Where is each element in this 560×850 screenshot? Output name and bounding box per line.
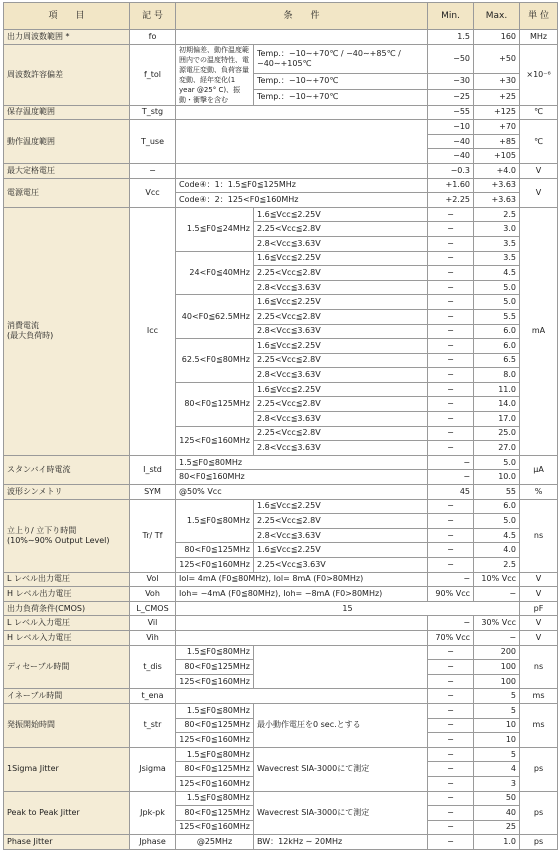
- min-value: −: [428, 339, 474, 354]
- min-value: −: [428, 397, 474, 412]
- unit: V: [520, 616, 558, 631]
- condition: Code④：2：125<F0≦160MHz: [176, 193, 428, 208]
- max-value: 4.0: [474, 543, 520, 558]
- spec-table-wrapper: [3, 2, 557, 850]
- symbol: I_std: [130, 455, 176, 484]
- r_istd-row: [4, 455, 558, 470]
- max-value: 25.0: [474, 426, 520, 441]
- r_j1-row: [4, 747, 558, 762]
- symbol: Jsigma: [130, 747, 176, 791]
- min-value: −: [428, 776, 474, 791]
- r_jph-row: [4, 835, 558, 850]
- min-value: −: [428, 470, 474, 485]
- header-symbol: 記 号: [130, 3, 176, 30]
- max-value: 5.5: [474, 309, 520, 324]
- voltage-range: 1.6≦Vcc≦2.25V: [254, 339, 428, 354]
- max-value: 4.5: [474, 528, 520, 543]
- max-value: 10: [474, 733, 520, 748]
- condition-note: 最小動作電圧を0 sec.とする: [254, 703, 428, 747]
- min-value: −: [428, 266, 474, 281]
- unit: ps: [520, 835, 558, 850]
- condition: Ioh= −4mA (F0≦80MHz), Ioh= −8mA (F0>80MHz): [176, 587, 428, 602]
- voltage-range: 2.25<Vcc≦2.8V: [254, 397, 428, 412]
- min-value: −: [428, 733, 474, 748]
- min-value: −30: [428, 73, 474, 89]
- voltage-range: 2.25<Vcc≦2.8V: [254, 426, 428, 441]
- max-value: 17.0: [474, 412, 520, 427]
- unit: ℃: [520, 105, 558, 120]
- max-value: 27.0: [474, 441, 520, 456]
- item-label: 出力負荷条件(CMOS): [4, 601, 130, 616]
- min-value: −: [428, 499, 474, 514]
- unit: V: [520, 572, 558, 587]
- symbol: fo: [130, 30, 176, 45]
- max-value: 2.5: [474, 207, 520, 222]
- min-value: −: [428, 806, 474, 821]
- max-value: 3.5: [474, 236, 520, 251]
- max-value: 4.5: [474, 266, 520, 281]
- r_tena-row: [4, 689, 558, 704]
- symbol: Jpk-pk: [130, 791, 176, 835]
- max-value: 6.5: [474, 353, 520, 368]
- voltage-range: 1.6≦Vcc≦2.25V: [254, 251, 428, 266]
- load-value: 15: [176, 601, 520, 616]
- min-value: −25: [428, 89, 474, 105]
- min-value: −: [428, 324, 474, 339]
- item-label: イネーブル時間: [4, 689, 130, 704]
- voltage-range: 2.8<Vcc≦3.63V: [254, 412, 428, 427]
- r_voh-row: [4, 587, 558, 602]
- min-value: −: [428, 280, 474, 295]
- frequency-range: 80<F0≦125MHz: [176, 806, 254, 821]
- max-value: +30: [474, 73, 520, 89]
- frequency-range: 80<F0≦125MHz: [176, 382, 254, 426]
- max-value: 5.0: [474, 455, 520, 470]
- condition: Code④：1：1.5≦F0≦125MHz: [176, 178, 428, 193]
- max-value: 30% Vcc: [474, 616, 520, 631]
- min-value: −: [428, 382, 474, 397]
- symbol: SYM: [130, 485, 176, 500]
- header-row: [4, 3, 558, 30]
- r_icc-row: [4, 207, 558, 222]
- voltage-range: 2.8<Vcc≦3.63V: [254, 324, 428, 339]
- r_vcc-row: [4, 178, 558, 193]
- min-value: −10: [428, 120, 474, 135]
- unit: ×10⁻⁶: [520, 44, 558, 105]
- min-value: −: [428, 572, 474, 587]
- voltage-range: 2.25<Vcc≦2.8V: [254, 309, 428, 324]
- item-label: 動作温度範囲: [4, 120, 130, 164]
- max-value: +105: [474, 149, 520, 164]
- min-value: −: [428, 747, 474, 762]
- r_trtf-row: [4, 499, 558, 514]
- min-value: −: [428, 222, 474, 237]
- item-label: 発振開始時間: [4, 703, 130, 747]
- max-value: 8.0: [474, 368, 520, 383]
- condition-note: Wavecrest SIA-3000にて測定: [254, 747, 428, 791]
- max-value: 50: [474, 791, 520, 806]
- max-value: 11.0: [474, 382, 520, 397]
- min-value: 45: [428, 485, 474, 500]
- header-item: 項 目: [4, 3, 130, 30]
- item-label: 消費電流 (最大負荷時): [4, 207, 130, 455]
- r_tuse-row: [4, 120, 558, 135]
- max-value: +85: [474, 134, 520, 149]
- r_max-row: [4, 163, 558, 178]
- min-value: −55: [428, 105, 474, 120]
- frequency-range: 80<F0≦125MHz: [176, 762, 254, 777]
- max-value: −: [474, 630, 520, 645]
- min-value: −: [428, 718, 474, 733]
- max-value: 5.0: [474, 295, 520, 310]
- min-value: −: [428, 251, 474, 266]
- item-label: 周波数許容偏差: [4, 44, 130, 105]
- voltage-range: 2.25<Vcc≦2.8V: [254, 353, 428, 368]
- min-value: −: [428, 295, 474, 310]
- min-value: −: [428, 835, 474, 850]
- min-value: −: [428, 820, 474, 835]
- symbol: Vih: [130, 630, 176, 645]
- voltage-range: 2.25<Vcc≦2.8V: [254, 222, 428, 237]
- item-label: 立上り/ 立下り時間 (10%∼90% Output Level): [4, 499, 130, 572]
- max-value: 40: [474, 806, 520, 821]
- max-value: 5: [474, 703, 520, 718]
- min-value: −: [428, 791, 474, 806]
- condition: [176, 163, 428, 178]
- voltage-range: 1.6≦Vcc≦2.25V: [254, 543, 428, 558]
- frequency-range: 62.5<F0≦80MHz: [176, 339, 254, 383]
- symbol: Vcc: [130, 178, 176, 207]
- condition: Temp.：−10∼+70℃: [254, 73, 428, 89]
- max-value: 5.0: [474, 280, 520, 295]
- min-value: +2.25: [428, 193, 474, 208]
- frequency-range: 125<F0≦160MHz: [176, 776, 254, 791]
- r_fo-row: [4, 30, 558, 45]
- min-value: 1.5: [428, 30, 474, 45]
- item-label: H レベル出力電圧: [4, 587, 130, 602]
- item-label: ディセーブル時間: [4, 645, 130, 689]
- frequency-range: 125<F0≦160MHz: [176, 820, 254, 835]
- min-value: −: [428, 689, 474, 704]
- max-value: 4: [474, 762, 520, 777]
- condition: [254, 645, 428, 689]
- header-cond: 条 件: [176, 3, 428, 30]
- frequency-range: 125<F0≦160MHz: [176, 426, 254, 455]
- voltage-range: 2.25<Vcc≦2.8V: [254, 266, 428, 281]
- max-value: 6.0: [474, 499, 520, 514]
- voltage-range: 2.8<Vcc≦3.63V: [254, 441, 428, 456]
- voltage-range: 1.6≦Vcc≦2.25V: [254, 499, 428, 514]
- r_vol-row: [4, 572, 558, 587]
- min-value: −: [428, 412, 474, 427]
- min-value: −: [428, 543, 474, 558]
- condition: 80<F0≦160MHz: [176, 470, 428, 485]
- unit: V: [520, 587, 558, 602]
- min-value: −: [428, 616, 474, 631]
- max-value: 3: [474, 776, 520, 791]
- symbol: f_tol: [130, 44, 176, 105]
- symbol: Vil: [130, 616, 176, 631]
- r_tstr-row: [4, 703, 558, 718]
- voltage-range: 1.6≦Vcc≦2.25V: [254, 382, 428, 397]
- max-value: 100: [474, 660, 520, 675]
- frequency-range: 80<F0≦125MHz: [176, 660, 254, 675]
- min-value: −: [428, 674, 474, 689]
- min-value: −40: [428, 149, 474, 164]
- max-value: 25: [474, 820, 520, 835]
- voltage-range: 2.8<Vcc≦3.63V: [254, 528, 428, 543]
- unit: ms: [520, 703, 558, 747]
- min-value: −0.3: [428, 163, 474, 178]
- min-value: −: [428, 703, 474, 718]
- item-label: 1Sigma Jitter: [4, 747, 130, 791]
- condition: [176, 616, 428, 631]
- r_tdis-row: [4, 645, 558, 660]
- min-value: −: [428, 660, 474, 675]
- r_vil-row: [4, 616, 558, 631]
- condition-note: 初期偏差、動作温度範囲内での温度特性、電源電圧変動、負荷容量変動、経年変化(1 year @25° C)、振動・衝撃を含む: [176, 44, 254, 105]
- r_sym-row: [4, 485, 558, 500]
- max-value: 160: [474, 30, 520, 45]
- condition: Temp.：−10∼+70℃ / −40∼+85℃ / −40∼+105℃: [254, 44, 428, 73]
- max-value: 1.0: [474, 835, 520, 850]
- unit: pF: [520, 601, 558, 616]
- item-label: 電源電圧: [4, 178, 130, 207]
- max-value: 6.0: [474, 339, 520, 354]
- max-value: +3.63: [474, 178, 520, 193]
- voltage-range: 2.8<Vcc≦3.63V: [254, 280, 428, 295]
- unit: ms: [520, 689, 558, 704]
- max-value: 10% Vcc: [474, 572, 520, 587]
- min-value: −: [428, 368, 474, 383]
- frequency-range: 24<F0≦40MHz: [176, 251, 254, 295]
- symbol: −: [130, 163, 176, 178]
- max-value: +3.63: [474, 193, 520, 208]
- min-value: −: [428, 645, 474, 660]
- r_cmos-row: [4, 601, 558, 616]
- unit: ps: [520, 791, 558, 835]
- max-value: 100: [474, 674, 520, 689]
- unit: V: [520, 178, 558, 207]
- min-value: −: [428, 455, 474, 470]
- unit: MHz: [520, 30, 558, 45]
- unit: mA: [520, 207, 558, 455]
- unit: V: [520, 630, 558, 645]
- min-value: −: [428, 441, 474, 456]
- voltage-range: 1.6≦Vcc≦2.25V: [254, 207, 428, 222]
- min-value: −50: [428, 44, 474, 73]
- unit: ns: [520, 499, 558, 572]
- min-value: −: [428, 236, 474, 251]
- max-value: 14.0: [474, 397, 520, 412]
- item-label: L レベル入力電圧: [4, 616, 130, 631]
- symbol: t_str: [130, 703, 176, 747]
- r_vih-row: [4, 630, 558, 645]
- item-label: Phase Jitter: [4, 835, 130, 850]
- max-value: 6.0: [474, 324, 520, 339]
- frequency-range: 1.5≦F0≦80MHz: [176, 703, 254, 718]
- max-value: +25: [474, 89, 520, 105]
- frequency-range: 1.5≦F0≦24MHz: [176, 207, 254, 251]
- min-value: 70% Vcc: [428, 630, 474, 645]
- frequency-range: 125<F0≦160MHz: [176, 558, 254, 573]
- item-label: H レベル入力電圧: [4, 630, 130, 645]
- item-label: 波形シンメトリ: [4, 485, 130, 500]
- condition: [176, 105, 428, 120]
- unit: V: [520, 163, 558, 178]
- condition: Temp.：−10∼+70℃: [254, 89, 428, 105]
- item-label: 最大定格電圧: [4, 163, 130, 178]
- voltage-range: 2.8<Vcc≦3.63V: [254, 368, 428, 383]
- condition: @25MHz: [176, 835, 254, 850]
- max-value: 3.5: [474, 251, 520, 266]
- max-value: 200: [474, 645, 520, 660]
- unit: ns: [520, 645, 558, 689]
- max-value: 5.0: [474, 514, 520, 529]
- symbol: Voh: [130, 587, 176, 602]
- min-value: +1.60: [428, 178, 474, 193]
- item-label: 出力周波数範囲 *: [4, 30, 130, 45]
- symbol: Vol: [130, 572, 176, 587]
- min-value: −: [428, 426, 474, 441]
- condition: [176, 630, 428, 645]
- condition: [176, 120, 428, 164]
- min-value: −40: [428, 134, 474, 149]
- item-label: Peak to Peak Jitter: [4, 791, 130, 835]
- max-value: 10.0: [474, 470, 520, 485]
- max-value: 2.5: [474, 558, 520, 573]
- min-value: −: [428, 558, 474, 573]
- frequency-range: 1.5≦F0≦80MHz: [176, 499, 254, 543]
- max-value: +50: [474, 44, 520, 73]
- min-value: −: [428, 353, 474, 368]
- item-label: 保存温度範囲: [4, 105, 130, 120]
- voltage-range: 2.25<Vcc≦3.63V: [254, 558, 428, 573]
- max-value: +70: [474, 120, 520, 135]
- voltage-range: 2.8<Vcc≦3.63V: [254, 236, 428, 251]
- symbol: t_dis: [130, 645, 176, 689]
- unit: %: [520, 485, 558, 500]
- unit: ℃: [520, 120, 558, 164]
- max-value: 5: [474, 689, 520, 704]
- min-value: −: [428, 762, 474, 777]
- min-value: 90% Vcc: [428, 587, 474, 602]
- max-value: 55: [474, 485, 520, 500]
- frequency-range: 40<F0≦62.5MHz: [176, 295, 254, 339]
- min-value: −: [428, 528, 474, 543]
- min-value: −: [428, 514, 474, 529]
- bandwidth: BW：12kHz ∼ 20MHz: [254, 835, 428, 850]
- max-value: 10: [474, 718, 520, 733]
- unit: ps: [520, 747, 558, 791]
- condition: 1.5≦F0≦80MHz: [176, 455, 428, 470]
- symbol: t_ena: [130, 689, 176, 704]
- condition: [176, 30, 428, 45]
- item-label: スタンバイ時電流: [4, 455, 130, 484]
- symbol: Icc: [130, 207, 176, 455]
- condition-note: Wavecrest SIA-3000にて測定: [254, 791, 428, 835]
- voltage-range: 1.6≦Vcc≦2.25V: [254, 295, 428, 310]
- voltage-range: 2.25<Vcc≦2.8V: [254, 514, 428, 529]
- frequency-range: 1.5≦F0≦80MHz: [176, 747, 254, 762]
- unit: μA: [520, 455, 558, 484]
- frequency-range: 125<F0≦160MHz: [176, 733, 254, 748]
- frequency-range: 80<F0≦125MHz: [176, 718, 254, 733]
- min-value: −: [428, 309, 474, 324]
- condition: Iol= 4mA (F0≦80MHz), Iol= 8mA (F0>80MHz): [176, 572, 428, 587]
- item-label: L レベル出力電圧: [4, 572, 130, 587]
- max-value: +4.0: [474, 163, 520, 178]
- max-value: +125: [474, 105, 520, 120]
- max-value: −: [474, 587, 520, 602]
- header-min: Min.: [428, 3, 474, 30]
- r_jpp-row: [4, 791, 558, 806]
- symbol: Tr/ Tf: [130, 499, 176, 572]
- symbol: L_CMOS: [130, 601, 176, 616]
- symbol: T_stg: [130, 105, 176, 120]
- frequency-range: 125<F0≦160MHz: [176, 674, 254, 689]
- symbol: Jphase: [130, 835, 176, 850]
- min-value: −: [428, 207, 474, 222]
- condition: @50% Vcc: [176, 485, 428, 500]
- r_tstg-row: [4, 105, 558, 120]
- frequency-range: 80<F0≦125MHz: [176, 543, 254, 558]
- r_ftol-row: [4, 44, 558, 73]
- frequency-range: 1.5≦F0≦80MHz: [176, 791, 254, 806]
- condition: [176, 689, 428, 704]
- max-value: 5: [474, 747, 520, 762]
- frequency-range: 1.5≦F0≦80MHz: [176, 645, 254, 660]
- header-unit: 単 位: [520, 3, 558, 30]
- header-max: Max.: [474, 3, 520, 30]
- symbol: T_use: [130, 120, 176, 164]
- spec-table: [3, 2, 558, 850]
- max-value: 3.0: [474, 222, 520, 237]
